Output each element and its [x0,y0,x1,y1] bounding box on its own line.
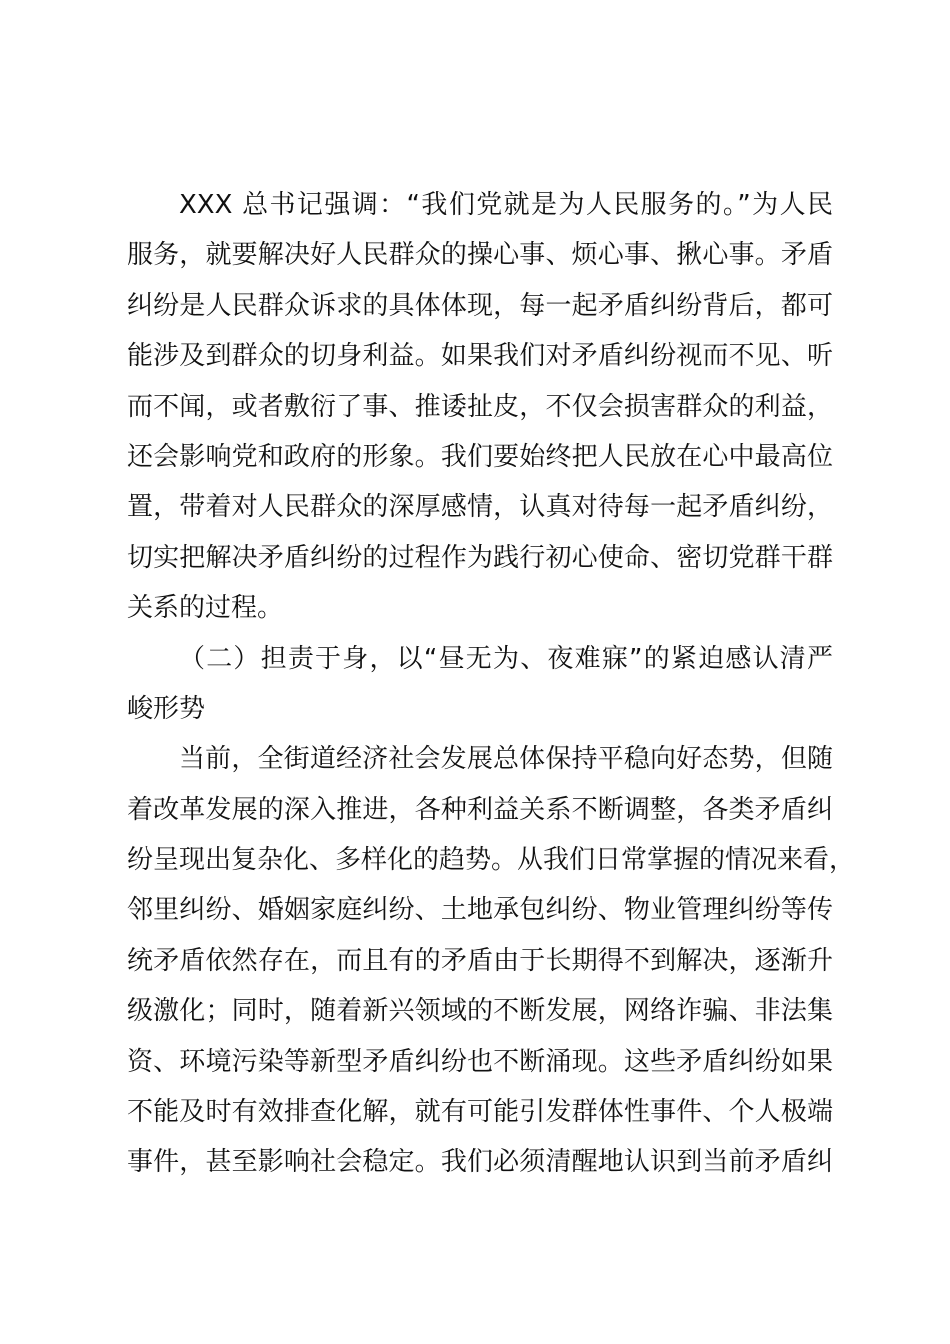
text-line: 而不闻，或者敷衍了事、推诿扯皮，不仅会损害群众的利益， [127,391,833,422]
text-line: 统矛盾依然存在，而且有的矛盾由于长期得不到解决，逐渐升 [127,945,833,976]
heading-line: （二）担责于身，以“昼无为、夜难寐”的紧迫感认清严 [179,643,833,674]
text-line: XXX 总书记强调：“我们党就是为人民服务的。”为人民 [179,190,833,220]
text-line: 事件，甚至影响社会稳定。我们必须清醒地认识到当前矛盾纠 [127,1147,833,1178]
text-line: 邻里纠纷、婚姻家庭纠纷、土地承包纠纷、物业管理纠纷等传 [127,895,833,926]
text-line: 切实把解决矛盾纠纷的过程作为践行初心使命、密切党群干群 [127,542,833,573]
paragraph-leaders-emphasis [127,180,833,634]
text-line: 级激化；同时，随着新兴领域的不断发展，网络诈骗、非法集 [127,996,833,1027]
text-line: 置，带着对人民群众的深厚感情，认真对待每一起矛盾纠纷， [127,492,833,523]
paragraph-current-situation [127,734,856,1188]
text-line: 资、环境污染等新型矛盾纠纷也不断涌现。这些矛盾纠纷如果 [127,1046,833,1077]
text-line: 服务，就要解决好人民群众的操心事、烦心事、揪心事。矛盾 [127,240,833,271]
document-body [127,180,856,1188]
text-line: 纠纷是人民群众诉求的具体体现，每一起矛盾纠纷背后，都可 [127,290,833,321]
text-line: 关系的过程。 [127,593,284,624]
section-heading [127,634,833,735]
text-line: 能涉及到群众的切身利益。如果我们对矛盾纠纷视而不见、听 [127,341,833,372]
text-line: 着改革发展的深入推进，各种利益关系不断调整，各类矛盾纠 [127,794,833,825]
text-line: 还会影响党和政府的形象。我们要始终把人民放在心中最高位 [127,441,833,472]
text-line: 不能及时有效排查化解，就有可能引发群体性事件、个人极端 [127,1097,833,1128]
heading-line: 峻形势 [127,693,206,724]
text-line: 当前，全街道经济社会发展总体保持平稳向好态势，但随 [179,744,833,775]
text-line: 纷呈现出复杂化、多样化的趋势。从我们日常掌握的情况来看， [127,845,856,876]
